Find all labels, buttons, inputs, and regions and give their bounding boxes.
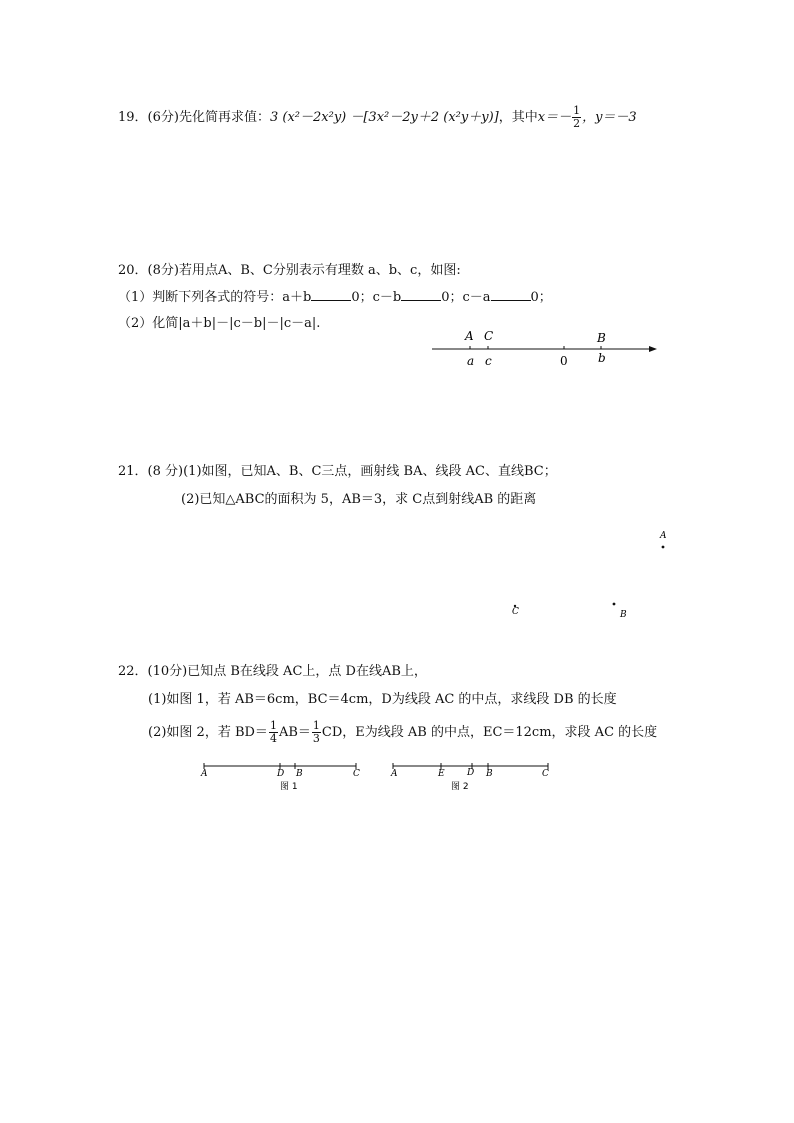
q22-f1-numerator: 1 xyxy=(269,719,277,732)
q19-stem: 先化简再求值： xyxy=(178,110,270,125)
q20-label-zero: 0 xyxy=(560,354,568,368)
q20-label-A: A xyxy=(465,329,474,343)
q20-points: (8分) xyxy=(147,263,179,278)
q21-points: (8 分) xyxy=(147,464,184,479)
q19-number: 19． xyxy=(118,110,148,125)
q20-label-C: C xyxy=(484,329,494,343)
q19-fraction-numerator: 1 xyxy=(573,104,581,117)
q21-points-figure xyxy=(512,531,667,620)
q22-p2-mid: AB＝ xyxy=(278,725,311,740)
q19-y-value: ，y＝－3 xyxy=(582,110,637,125)
question-20-part-2: （2）化简|a＋b|－|c－b|－|c－a|. xyxy=(118,316,321,331)
fig1-label-C: C xyxy=(353,769,360,779)
q19-expression: 3 (x²－2x²y) －[3x²－2y＋2 (x²y＋y)] xyxy=(269,110,499,125)
q21-point-C xyxy=(514,605,516,607)
fig1-label-B: B xyxy=(296,769,303,779)
q22-f1-denominator: 4 xyxy=(269,732,277,745)
q20-label-a: a xyxy=(467,354,475,368)
fig2-label-C: C xyxy=(542,769,549,779)
q21-p1: (1)如图，已知A、B、C三点，画射线 BA、线段 AC、直线BC； xyxy=(183,464,557,479)
question-22-part-2 xyxy=(148,720,657,745)
fig2-label-B: B xyxy=(486,769,493,779)
q21-label-C: C xyxy=(512,607,519,617)
q20-stem-text: 若用点A、B、C分别表示有理数 a、b、c，如图: xyxy=(178,263,461,278)
q22-f2-denominator: 3 xyxy=(312,732,320,745)
q20-label-b: b xyxy=(598,351,606,365)
q20-label-c: c xyxy=(485,354,492,368)
question-22-part-1: (1)如图 1，若 AB＝6cm，BC＝4cm，D为线段 AC 的中点，求线段 DB 的长度 xyxy=(148,692,617,707)
fig1-label-A: A xyxy=(201,769,208,779)
q21-number: 21． xyxy=(118,464,148,479)
q22-fraction-1 xyxy=(269,720,278,745)
fig2-label-A: A xyxy=(391,769,398,779)
q21-label-B: B xyxy=(620,610,627,620)
q20-p1-end: 0； xyxy=(530,290,552,305)
q19-mid: ，其中 xyxy=(498,110,538,125)
q22-number: 22． xyxy=(118,664,148,679)
question-21-part-2: (2)已知△ABC的面积为 5，AB＝3，求 C点到射线AB 的距离 xyxy=(181,492,537,507)
q22-points: (10分) xyxy=(147,664,188,679)
q20-p1-prefix: （1）判断下列各式的符号：a＋b xyxy=(118,290,312,305)
q22-p2-pre: (2)如图 2，若 BD＝ xyxy=(148,725,268,740)
q19-points: (6分) xyxy=(147,110,179,125)
question-21-part-1 xyxy=(118,463,557,481)
q20-label-B: B xyxy=(597,331,606,345)
q22-fraction-2 xyxy=(312,720,321,745)
fig1-label-D: D xyxy=(277,769,285,779)
q20-p1-c: 0；c－a xyxy=(441,290,491,305)
q20-number: 20． xyxy=(118,263,148,278)
q21-point-A xyxy=(662,546,665,549)
q20-number-line xyxy=(432,329,657,368)
q19-x-value: x＝－ xyxy=(537,110,572,125)
q21-label-A: A xyxy=(660,531,667,541)
fig2-label-E: E xyxy=(438,769,445,779)
q21-point-B xyxy=(613,603,616,606)
q22-figure-1 xyxy=(200,763,360,792)
q22-p2-post: CD，E为线段 AB 的中点，EC＝12cm，求段 AC 的长度 xyxy=(321,725,658,740)
fig1-caption: 图 1 xyxy=(280,782,298,792)
question-22-stem xyxy=(118,663,427,681)
fig2-label-D: D xyxy=(467,768,475,778)
q22-figure-2 xyxy=(390,763,549,792)
q20-p1-b: 0；c－b xyxy=(351,290,402,305)
q22-f2-numerator: 1 xyxy=(312,719,320,732)
q19-fraction-denominator: 2 xyxy=(573,117,581,130)
q22-stem-text: 已知点 B在线段 AC上，点 D在线AB上， xyxy=(187,664,427,679)
fig2-caption: 图 2 xyxy=(451,782,469,792)
